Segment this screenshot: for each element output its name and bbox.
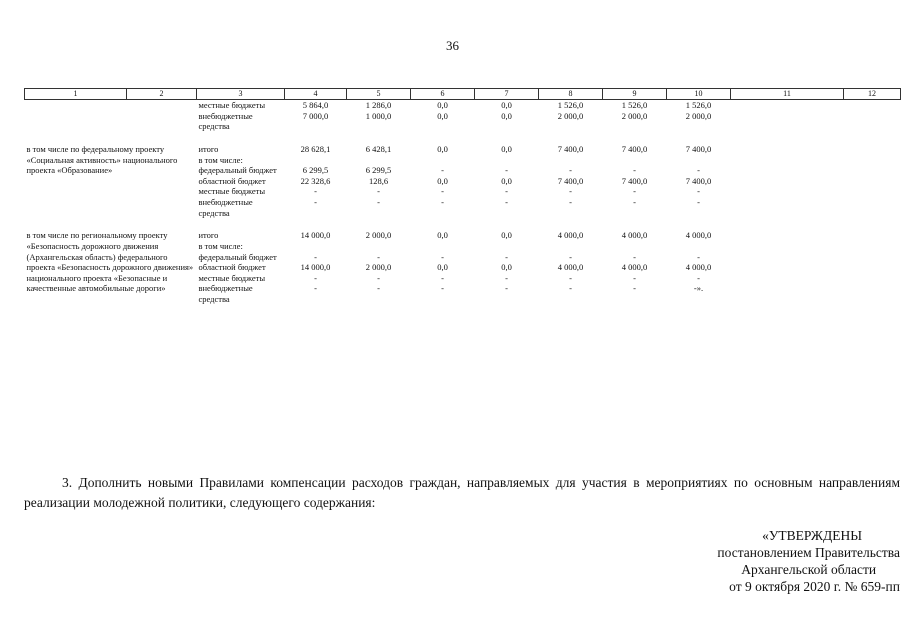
amount-cell: 4 000,0 (557, 230, 584, 241)
empty-cell (844, 197, 901, 218)
empty-cell (731, 176, 844, 187)
amount-cell: - (441, 251, 444, 262)
amount-cell: - (633, 283, 636, 294)
column-header: 1 (25, 89, 127, 100)
amount-cell: - (441, 186, 444, 197)
amount-cell: - (697, 165, 700, 176)
amount-cell: - (314, 186, 317, 197)
amount-cell: 4 000,0 (621, 262, 648, 273)
approval-title: «УТВЕРЖДЕНЫ (762, 528, 862, 543)
amount-cell: - (569, 197, 572, 207)
amount-cell (603, 241, 667, 252)
amount-cell: 14 000,0 (300, 262, 331, 273)
amount-cell: 2 000,0 (365, 262, 392, 273)
amount-cell (475, 155, 539, 166)
amount-cell: - (314, 272, 317, 283)
approval-region: Архангельской области (741, 562, 877, 577)
column-header: 6 (411, 89, 475, 100)
empty-cell (844, 176, 901, 187)
empty-cell (844, 230, 901, 241)
amount-cell (475, 241, 539, 252)
amount-cell: - (633, 251, 636, 262)
amount-cell: 7 400,0 (685, 175, 712, 186)
amount-cell: - (505, 165, 508, 176)
amount-cell: - (569, 186, 572, 197)
amount-cell: 2 000,0 (621, 110, 648, 121)
approval-resolution: постановлением Правительства (717, 545, 900, 560)
amount-cell: 2 000,0 (685, 110, 712, 121)
project-description (25, 100, 197, 132)
empty-cell (731, 100, 844, 111)
amount-cell: 2 000,0 (365, 230, 392, 241)
amount-cell: 0,0 (501, 175, 512, 186)
amount-cell: - (697, 186, 700, 197)
empty-cell (731, 144, 844, 155)
amount-cell: 6 428,1 (365, 143, 392, 154)
amount-cell: - (377, 283, 380, 294)
funding-source-label: местные бюджеты (198, 272, 266, 283)
amount-cell: 4 000,0 (557, 262, 584, 273)
amount-cell: 0,0 (501, 110, 512, 121)
funding-source-label: в том числе: (198, 154, 243, 165)
amount-cell: - (505, 197, 508, 207)
amount-cell: 1 526,0 (685, 100, 712, 110)
amount-cell: - (569, 165, 572, 176)
amount-cell (667, 155, 731, 166)
empty-cell (731, 283, 844, 304)
empty-cell (844, 186, 901, 197)
amount-cell: 4 000,0 (685, 262, 712, 273)
empty-cell (844, 273, 901, 284)
amount-cell: - (441, 283, 444, 294)
column-header: 9 (603, 89, 667, 100)
amount-cell: - (505, 251, 508, 262)
empty-cell (731, 230, 844, 241)
amount-cell: 1 526,0 (621, 100, 648, 110)
empty-cell (844, 262, 901, 273)
amount-cell: -». (693, 283, 704, 294)
amount-cell: 14 000,0 (300, 230, 331, 241)
amount-cell: - (441, 197, 444, 207)
approval-stamp (717, 527, 900, 595)
amount-cell: 22 328,6 (300, 175, 331, 186)
funding-source-label: итого (198, 230, 219, 241)
amount-cell: - (569, 272, 572, 283)
amount-cell: 128,6 (368, 175, 389, 186)
amount-cell: 0,0 (501, 262, 512, 273)
amount-cell: 7 400,0 (621, 175, 648, 186)
column-header: 5 (347, 89, 411, 100)
budget-table (24, 88, 901, 305)
column-header: 7 (475, 89, 539, 100)
funding-source-label: местные бюджеты (198, 186, 266, 197)
amount-cell: - (314, 283, 317, 294)
amount-cell: - (377, 272, 380, 283)
amount-cell: 0,0 (437, 143, 448, 154)
amount-cell (285, 241, 347, 252)
empty-cell (731, 241, 844, 252)
amount-cell: 7 400,0 (557, 143, 584, 154)
amount-cell: - (314, 251, 317, 262)
amount-cell: 0,0 (437, 175, 448, 186)
empty-cell (731, 165, 844, 176)
amount-cell: 0,0 (501, 100, 512, 110)
table-body (25, 100, 901, 305)
amount-cell: - (505, 283, 508, 294)
amount-cell: 6 299,5 (365, 165, 392, 176)
column-header: 10 (667, 89, 731, 100)
amount-cell: 28 628,1 (300, 143, 331, 154)
amount-cell: - (697, 272, 700, 283)
amount-cell: 2 000,0 (557, 110, 584, 121)
table-row (25, 144, 901, 155)
amount-cell (285, 155, 347, 166)
amount-cell (667, 241, 731, 252)
empty-cell (731, 111, 844, 132)
amount-cell: - (633, 165, 636, 176)
amount-cell: 7 400,0 (621, 143, 648, 154)
funding-source-label: внебюджетные средства (198, 197, 253, 218)
amount-cell (539, 241, 603, 252)
project-description: в том числе по федеральному проекту «Социальная активность» национального проекта «Образование» (26, 143, 178, 176)
amount-cell: 4 000,0 (621, 230, 648, 241)
approval-date: от 9 октября 2020 г. № 659-пп (729, 579, 900, 594)
amount-cell: 6 299,5 (302, 165, 329, 176)
amount-cell: - (505, 272, 508, 283)
amount-cell: - (633, 186, 636, 197)
amount-cell (347, 155, 411, 166)
amount-cell: - (697, 197, 700, 207)
amount-cell: - (569, 283, 572, 294)
empty-cell (844, 252, 901, 263)
amount-cell: - (505, 186, 508, 197)
amount-cell: - (377, 251, 380, 262)
amount-cell: 0,0 (437, 110, 448, 121)
empty-cell (731, 186, 844, 197)
amount-cell: - (569, 251, 572, 262)
empty-cell (844, 241, 901, 252)
amount-cell: 0,0 (437, 262, 448, 273)
funding-source-label: итого (198, 143, 219, 154)
amount-cell: 7 400,0 (557, 175, 584, 186)
amount-cell: 0,0 (437, 230, 448, 241)
amount-cell (411, 241, 475, 252)
empty-cell (731, 252, 844, 263)
empty-cell (731, 273, 844, 284)
column-header: 2 (127, 89, 197, 100)
empty-cell (844, 283, 901, 304)
amount-cell: 7 400,0 (685, 143, 712, 154)
amount-cell (539, 155, 603, 166)
empty-cell (844, 155, 901, 166)
amount-cell: 0,0 (501, 230, 512, 241)
amendment-paragraph: 3. Дополнить новыми Правилами компенсации расходов граждан, направляемых для участия в мероприятиях по основным направлениям реализации молодежной политики, следующего содержания: (24, 475, 900, 510)
amount-cell (347, 241, 411, 252)
amount-cell (603, 155, 667, 166)
block-spacer (25, 132, 901, 144)
amount-cell: - (697, 251, 700, 262)
column-header: 11 (731, 89, 844, 100)
amount-cell: - (377, 197, 380, 207)
empty-cell (731, 262, 844, 273)
amount-cell: - (314, 197, 317, 207)
amount-cell: - (441, 165, 444, 176)
funding-source-label: в том числе: (198, 240, 243, 251)
amount-cell: 0,0 (437, 100, 448, 110)
amount-cell: 0,0 (501, 143, 512, 154)
empty-cell (844, 100, 901, 111)
amount-cell: - (441, 272, 444, 283)
table-row (25, 100, 901, 111)
funding-source-label: областной бюджет (198, 262, 266, 273)
table-row (25, 230, 901, 241)
block-spacer (25, 218, 901, 230)
empty-cell (844, 111, 901, 132)
page-number: 36 (446, 38, 459, 53)
funding-source-label: внебюджетные средства (198, 283, 253, 304)
column-header: 12 (844, 89, 901, 100)
empty-cell (844, 144, 901, 155)
amount-cell: - (633, 272, 636, 283)
funding-source-label: федеральный бюджет (198, 165, 277, 176)
column-header: 8 (539, 89, 603, 100)
table-header-row (25, 89, 901, 100)
project-description: в том числе по региональному проекту «Безопасность дорожного движения (Архангельская область) федерального проекта «Безопасность дорожного движения» национального проекта «Безопасные и качественные автомобильные дороги» (26, 230, 194, 294)
amount-cell: - (377, 186, 380, 197)
funding-source-label: федеральный бюджет (198, 251, 277, 262)
amount-cell: 1 000,0 (365, 110, 392, 121)
funding-source-label: местные бюджеты (198, 100, 266, 110)
amount-cell: 1 526,0 (557, 100, 584, 110)
amount-cell (411, 155, 475, 166)
funding-source-label: областной бюджет (198, 175, 266, 186)
amount-cell: - (633, 197, 636, 207)
amount-cell: 5 864,0 (302, 100, 329, 110)
column-header: 3 (197, 89, 285, 100)
funding-source-label: внебюджетные средства (198, 110, 253, 132)
amount-cell: 4 000,0 (685, 230, 712, 241)
empty-cell (731, 155, 844, 166)
amount-cell: 7 000,0 (302, 110, 329, 121)
empty-cell (731, 197, 844, 218)
column-header: 4 (285, 89, 347, 100)
empty-cell (844, 165, 901, 176)
amount-cell: 1 286,0 (365, 100, 392, 110)
